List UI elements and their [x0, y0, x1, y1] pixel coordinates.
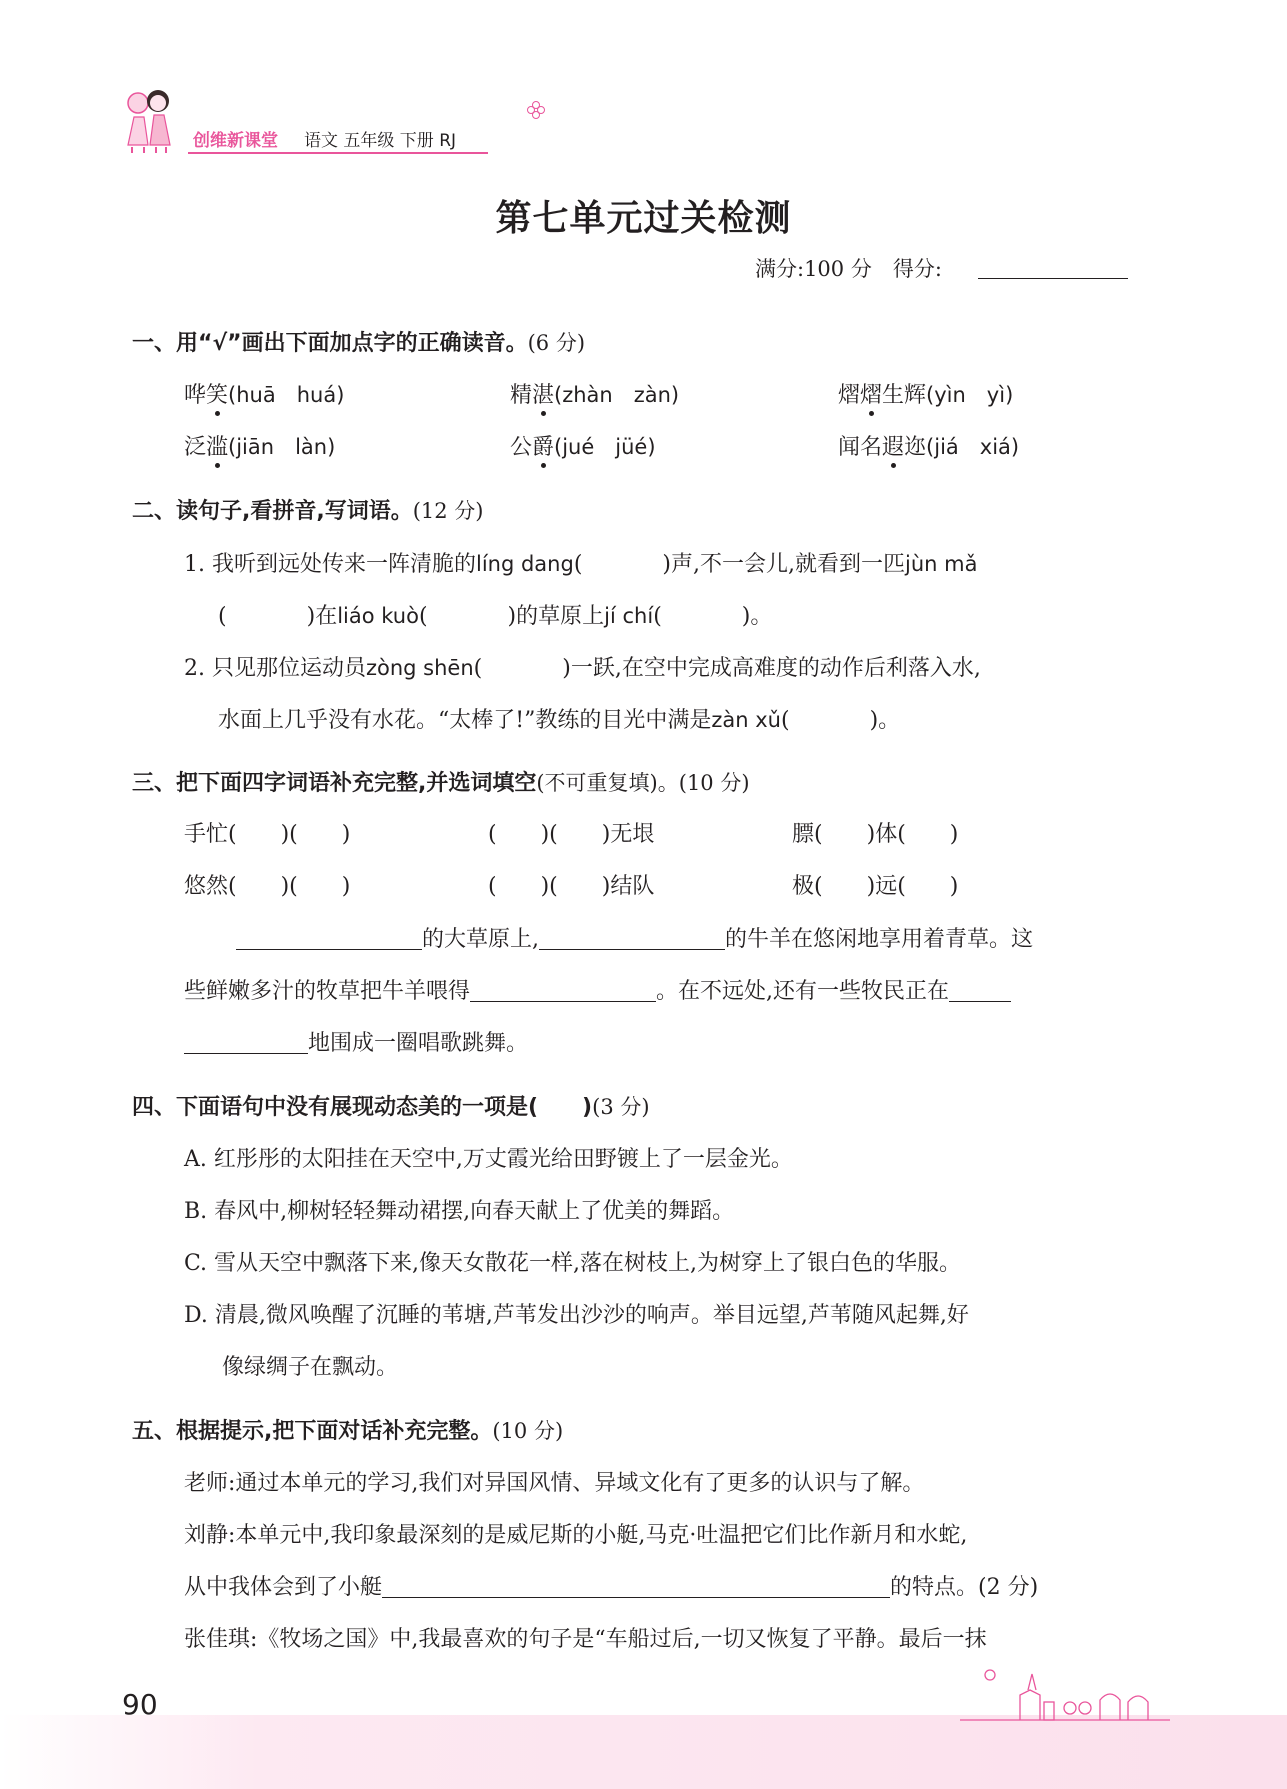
flower-icon: [526, 100, 546, 120]
fill-paragraph-line-1: 的大草原上, 的牛羊在悠闲地享用着青草。这: [236, 922, 1033, 953]
section-3-heading: 三、把下面四字词语补充完整,并选词填空(不可重复填)。(10 分): [132, 771, 750, 796]
dialogue-zhangjiaqi: 张佳琪:《牧场之国》中,我最喜欢的句子是“车船过后,一切又恢复了平静。最后一抹: [184, 1627, 987, 1652]
idiom-5[interactable]: ( )( )结队: [488, 874, 655, 899]
section-1-heading: 一、用“√”画出下面加点字的正确读音。(6 分): [132, 331, 586, 356]
section-5-heading: 五、根据提示,把下面对话补充完整。(10 分): [132, 1419, 564, 1444]
option-a[interactable]: A. 红彤彤的太阳挂在天空中,万丈霞光给田野镀上了一层金光。: [184, 1147, 793, 1172]
score-label: 得分:: [892, 257, 942, 281]
idiom-2[interactable]: ( )( )无垠: [488, 822, 655, 847]
option-d[interactable]: D. 清晨,微风唤醒了沉睡的苇塘,芦苇发出沙沙的响声。举目远望,芦苇随风起舞,好: [184, 1303, 969, 1328]
pinyin-item-3[interactable]: 熠熠生辉(yìn yì): [838, 378, 1013, 409]
pinyin-item-4[interactable]: 泛滥(jiān làn): [184, 430, 335, 461]
dialogue-liujing: 刘静:本单元中,我印象最深刻的是威尼斯的小艇,马克·吐温把它们比作新月和水蛇,: [184, 1523, 968, 1548]
answer-blank[interactable]: [482, 657, 562, 679]
section-2-heading: 二、读句子,看拼音,写词语。(12 分): [132, 499, 484, 524]
s2-question-2-line-2: 水面上几乎没有水花。“太棒了!”教练的目光中满是zàn xǔ( )。: [218, 708, 901, 733]
pinyin-item-5[interactable]: 公爵(jué jüé): [510, 430, 656, 461]
section-4-heading: 四、下面语句中没有展现动态美的一项是( )(3 分): [132, 1095, 650, 1120]
idiom-3[interactable]: 膘( )体( ): [792, 822, 959, 847]
score-blank[interactable]: [978, 278, 1128, 279]
fill-blank[interactable]: [949, 979, 1011, 1002]
fill-blank[interactable]: [236, 927, 422, 950]
fill-blank[interactable]: [184, 1031, 308, 1054]
page-title: 第七单元过关检测: [495, 198, 792, 239]
answer-blank[interactable]: [662, 605, 742, 627]
s2-question-1-line-1: 1. 我听到远处传来一阵清脆的líng dang( )声,不一会儿,就看到一匹jùn mǎ: [184, 552, 978, 577]
fill-paragraph-line-2: 些鲜嫩多汁的牧草把牛羊喂得 。在不远处,还有一些牧民正在: [184, 974, 1011, 1005]
header-divider: [188, 152, 488, 154]
answer-blank[interactable]: [582, 553, 662, 575]
answer-blank[interactable]: [428, 605, 508, 627]
dialogue-liujing-continued: 从中我体会到了小艇 的特点。(2 分): [184, 1575, 1039, 1600]
idiom-1[interactable]: 手忙( )( ): [184, 822, 351, 847]
castle-decoration-icon: [960, 1650, 1170, 1725]
fill-blank[interactable]: [382, 1575, 890, 1598]
pinyin-item-2[interactable]: 精湛(zhàn zàn): [510, 378, 679, 409]
fill-blank[interactable]: [539, 927, 725, 950]
fill-blank[interactable]: [470, 979, 656, 1002]
page-number: 90: [122, 1688, 158, 1721]
s2-question-2-line-1: 2. 只见那位运动员zòng shēn( )一跃,在空中完成高难度的动作后利落入水,: [184, 656, 981, 681]
idiom-4[interactable]: 悠然( )( ): [184, 874, 351, 899]
answer-blank[interactable]: [227, 605, 307, 627]
option-d-continued: 像绿绸子在飘动。: [222, 1355, 399, 1380]
footer-band: [0, 1715, 1287, 1789]
option-c[interactable]: C. 雪从天空中飘落下来,像天女散花一样,落在树枝上,为树穿上了银白色的华服。: [184, 1251, 962, 1276]
subject-label: 语文 五年级 下册 RJ: [304, 131, 457, 151]
pinyin-item-1[interactable]: 哗笑(huā huá): [184, 378, 344, 409]
pinyin-item-6[interactable]: 闻名遐迩(jiá xiá): [838, 430, 1019, 461]
option-b[interactable]: B. 春风中,柳树轻轻舞动裙摆,向春天献上了优美的舞蹈。: [184, 1199, 735, 1224]
score-line: [755, 253, 942, 283]
idiom-6[interactable]: 极( )远( ): [792, 874, 959, 899]
brand-name: 创维新课堂: [193, 131, 278, 151]
s2-question-1-line-2: ( )在liáo kuò( )的草原上jí chí( )。: [218, 604, 773, 629]
full-score: 满分:100 分: [755, 257, 872, 281]
kids-logo-icon: [118, 85, 178, 155]
fill-paragraph-line-3: 地围成一圈唱歌跳舞。: [184, 1026, 528, 1057]
answer-blank[interactable]: [790, 709, 870, 731]
dialogue-teacher: 老师:通过本单元的学习,我们对异国风情、异域文化有了更多的认识与了解。: [184, 1471, 925, 1496]
